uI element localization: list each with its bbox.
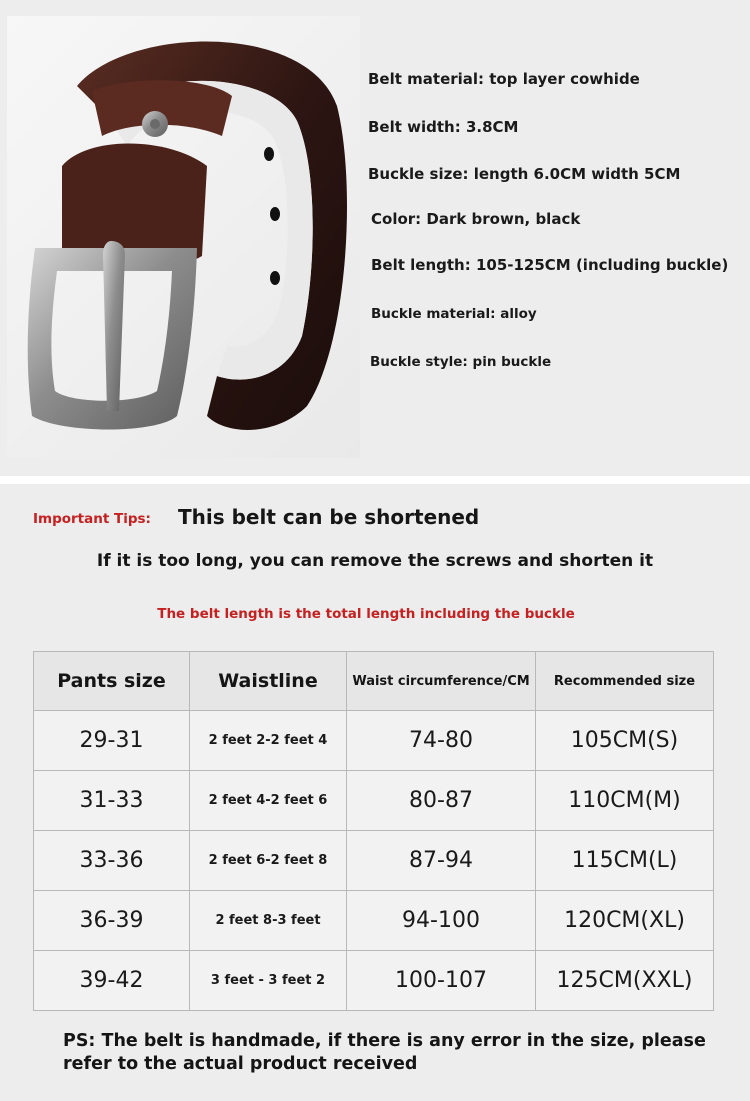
- table-row: [34, 891, 714, 951]
- cell-waist-circumference: 94-100: [347, 891, 536, 951]
- cell-waistline: 3 feet - 3 feet 2: [190, 951, 347, 1011]
- size-table: [33, 651, 714, 1011]
- cell-waistline: 2 feet 8-3 feet: [190, 891, 347, 951]
- cell-waistline: 2 feet 4-2 feet 6: [190, 771, 347, 831]
- spec-belt-material: Belt material: top layer cowhide: [368, 70, 640, 88]
- spec-buckle-material: Buckle material: alloy: [371, 306, 537, 322]
- spec-buckle-size: Buckle size: length 6.0CM width 5CM: [368, 165, 681, 183]
- belt-hole: [270, 271, 280, 285]
- ps-handmade-note: PS: The belt is handmade, if there is any error in the size, please refer to the actual product received: [63, 1031, 706, 1074]
- cell-waist-circumference: 80-87: [347, 771, 536, 831]
- buckle-pin: [103, 241, 125, 411]
- spec-buckle-style: Buckle style: pin buckle: [370, 354, 552, 370]
- cell-waist-circumference: 87-94: [347, 831, 536, 891]
- cell-recommended-size: 110CM(M): [536, 771, 714, 831]
- section-divider: [0, 476, 750, 484]
- important-tips-label: Important Tips:: [33, 511, 151, 527]
- cell-recommended-size: 125CM(XXL): [536, 951, 714, 1011]
- header-pants-size: Pants size: [34, 652, 190, 711]
- header-waistline: Waistline: [190, 652, 347, 711]
- cell-pants-size: 33-36: [34, 831, 190, 891]
- cell-pants-size: 36-39: [34, 891, 190, 951]
- cell-waist-circumference: 74-80: [347, 711, 536, 771]
- cell-recommended-size: 120CM(XL): [536, 891, 714, 951]
- table-row: [34, 711, 714, 771]
- cell-waist-circumference: 100-107: [347, 951, 536, 1011]
- cell-waistline: 2 feet 2-2 feet 4: [190, 711, 347, 771]
- screw-center: [150, 119, 160, 129]
- header-waist-circumference: Waist circumference/CM: [347, 652, 536, 711]
- tips-title: This belt can be shortened: [178, 505, 480, 529]
- belt-hole: [270, 207, 280, 221]
- cell-pants-size: 39-42: [34, 951, 190, 1011]
- table-header-row: [34, 652, 714, 711]
- belt-illustration: [7, 16, 360, 458]
- table-row: [34, 771, 714, 831]
- table-row: [34, 831, 714, 891]
- belt-product-image: [7, 16, 360, 458]
- cell-pants-size: 31-33: [34, 771, 190, 831]
- tips-length-note: The belt length is the total length including the buckle: [157, 606, 575, 622]
- cell-waistline: 2 feet 6-2 feet 8: [190, 831, 347, 891]
- spec-belt-length: Belt length: 105-125CM (including buckle): [371, 256, 729, 274]
- spec-belt-width: Belt width: 3.8CM: [368, 118, 519, 136]
- belt-hole: [264, 147, 274, 161]
- cell-recommended-size: 105CM(S): [536, 711, 714, 771]
- cell-recommended-size: 115CM(L): [536, 831, 714, 891]
- tips-subtitle: If it is too long, you can remove the screws and shorten it: [96, 551, 654, 571]
- cell-pants-size: 29-31: [34, 711, 190, 771]
- header-recommended-size: Recommended size: [536, 652, 714, 711]
- table-row: [34, 951, 714, 1011]
- spec-color: Color: Dark brown, black: [371, 210, 581, 228]
